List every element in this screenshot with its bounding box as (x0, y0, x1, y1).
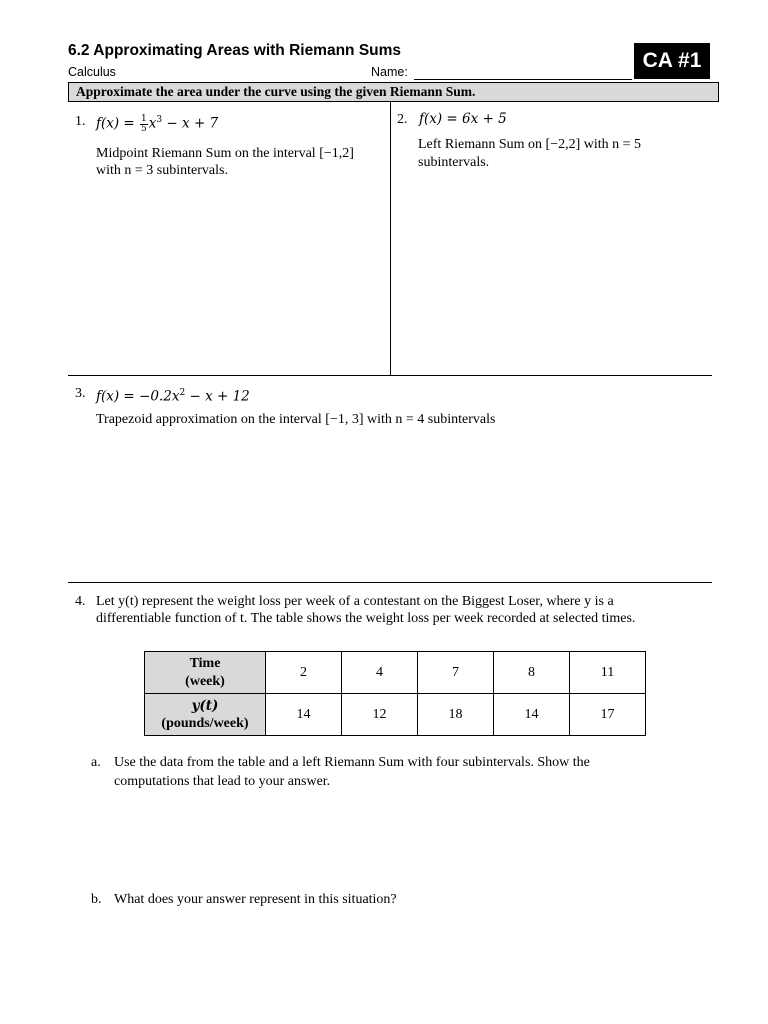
worksheet-title: 6.2 Approximating Areas with Riemann Sums (68, 42, 402, 59)
time-cell: 4 (342, 652, 418, 694)
problem-2-number: 2. (397, 112, 408, 127)
problem-2-function: f(x) = 6x + 5 (419, 111, 507, 127)
time-cell: 7 (418, 652, 494, 694)
column-divider (390, 101, 391, 375)
part-a-line-1: Use the data from the table and a left Riemann Sum with four subintervals. Show the (114, 755, 590, 770)
problem-1-function: f(x) = $\frac{1}{5}$ $x^3 - x + 7$ (96, 113, 219, 134)
problem-4-line-1: Let y(t) represent the weight loss per week of a contestant on the Biggest Loser, where y is a (96, 594, 614, 609)
subject-label: Calculus (68, 65, 116, 79)
problem-3-line-1: Trapezoid approximation on the interval [−1, 3] with n = 4 subintervals (96, 412, 496, 427)
section-divider-2 (68, 582, 712, 583)
part-b-text: What does your answer represent in this situation? (114, 892, 397, 907)
problem-2-line-2: subintervals. (418, 155, 490, 170)
time-cell: 2 (266, 652, 342, 694)
name-field-line[interactable] (414, 79, 632, 80)
value-cell: 14 (266, 694, 342, 736)
problem-3-number: 3. (75, 386, 86, 401)
time-cell: 11 (570, 652, 646, 694)
value-cell: 18 (418, 694, 494, 736)
problem-3-function: $f(x) = -0.2x^2 - x + 12$ (96, 388, 250, 405)
problem-1-number: 1. (75, 114, 86, 129)
table-row (145, 694, 646, 736)
assignment-badge: CA #1 (634, 43, 710, 79)
instructions-banner: Approximate the area under the curve using the given Riemann Sum. (68, 82, 719, 102)
problem-1-line-1: Midpoint Riemann Sum on the interval [−1,2] (96, 146, 354, 161)
problem-4-number: 4. (75, 594, 86, 609)
part-a-line-2: computations that lead to your answer. (114, 774, 331, 789)
value-cell: 17 (570, 694, 646, 736)
value-cell: 14 (494, 694, 570, 736)
table-row (145, 652, 646, 694)
part-b-label: b. (91, 892, 102, 907)
section-divider-1 (68, 375, 712, 376)
problem-2-line-1: Left Riemann Sum on [−2,2] with n = 5 (418, 137, 642, 152)
time-cell: 8 (494, 652, 570, 694)
problem-4-line-2: differentiable function of t. The table shows the weight loss per week recorded at selected times. (96, 611, 636, 626)
weight-loss-table (144, 651, 646, 736)
part-a-label: a. (91, 755, 101, 770)
name-label: Name: (371, 65, 408, 79)
value-cell: 12 (342, 694, 418, 736)
problem-1-line-2: with n = 3 subintervals. (96, 163, 228, 178)
time-header-cell: Time (week) (145, 652, 266, 694)
yt-header-cell: y(t) (pounds/week) (145, 694, 266, 736)
